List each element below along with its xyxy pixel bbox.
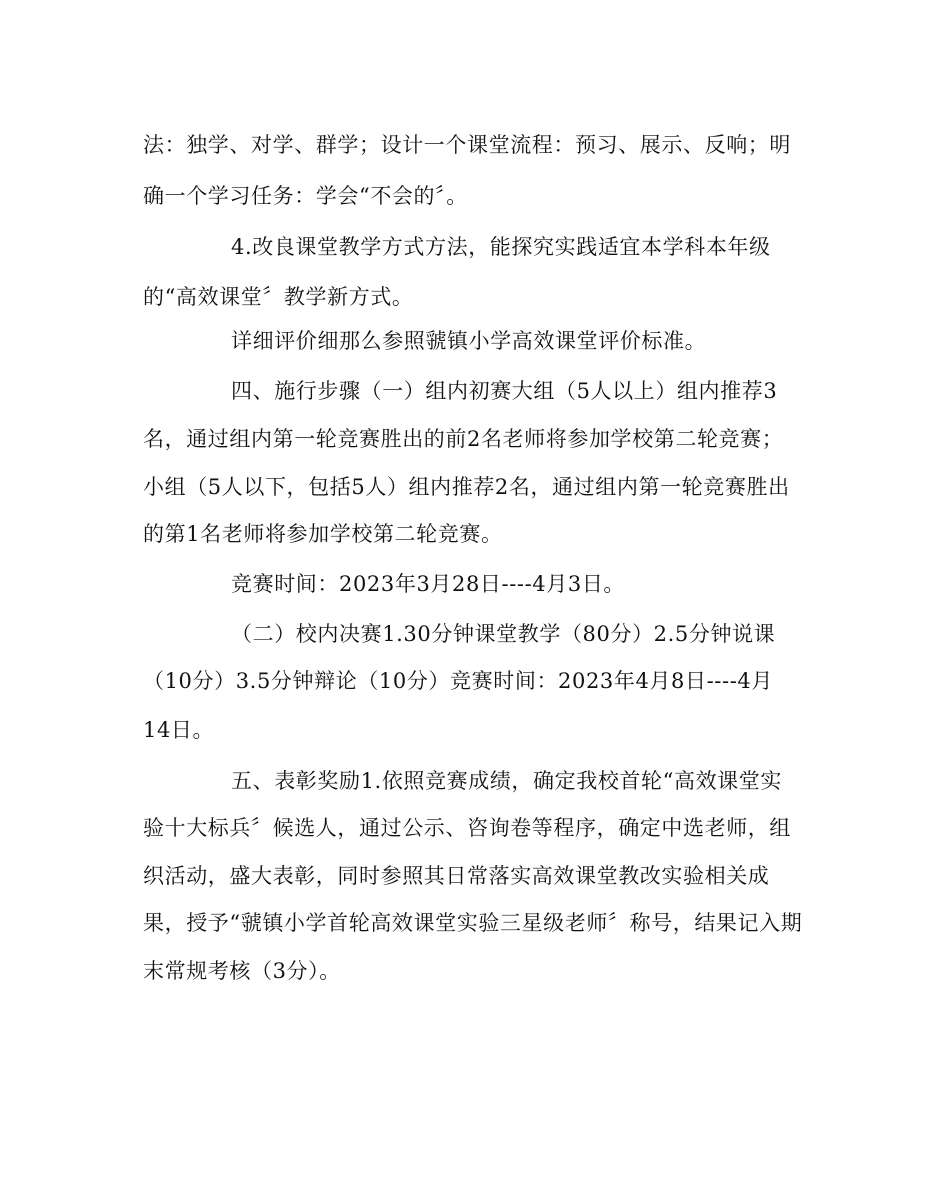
text-line-16: 织活动，盛大表彰，同时参照其日常落实高效课堂教改实验相关成 [143,864,770,888]
text-line-10: 竞赛时间：2023年3月28日----4月3日。 [231,572,626,596]
text-line-5: 详细评价细那么参照虢镇小学高效课堂评价标准。 [231,329,707,353]
text-line-3: 4.改良课堂教学方式方法，能探究实践适宜本学科本年级 [231,235,771,259]
text-line-12: （10分）3.5分钟辩论（10分）竞赛时间：2023年4月8日----4月 [143,669,773,693]
text-line-8: 小组（5人以下，包括5人）组内推荐2名，通过组内第一轮竞赛胜出 [143,475,790,499]
text-line-18: 末常规考核（3分）。 [143,959,341,983]
text-line-15: 验十大标兵〞候选人，通过公示、咨询卷等程序，确定中选老师，组 [143,816,791,840]
text-line-9: 的第1名老师将参加学校第二轮竞赛。 [143,522,503,546]
text-line-1: 法：独学、对学、群学；设计一个课堂流程：预习、展示、反响；明 [143,133,791,157]
text-line-11: （二）校内决赛1.30分钟课堂教学（80分）2.5分钟说课 [231,622,776,646]
text-line-6: 四、施行步骤（一）组内初赛大组（5人以上）组内推荐3 [231,379,778,403]
text-line-17: 果，授予“虢镇小学首轮高效课堂实验三星级老师〞称号，结果记入期 [143,911,803,935]
text-line-13: 14日。 [143,718,215,742]
text-line-7: 名，通过组内第一轮竞赛胜出的前2名老师将参加学校第二轮竞赛； [143,427,784,451]
text-line-14: 五、表彰奖励1.依照竞赛成绩，确定我校首轮“高效课堂实 [231,769,782,793]
text-line-4: 的“高效课堂〞教学新方式。 [143,285,414,309]
text-line-2: 确一个学习任务：学会“不会的〞。 [143,184,468,208]
